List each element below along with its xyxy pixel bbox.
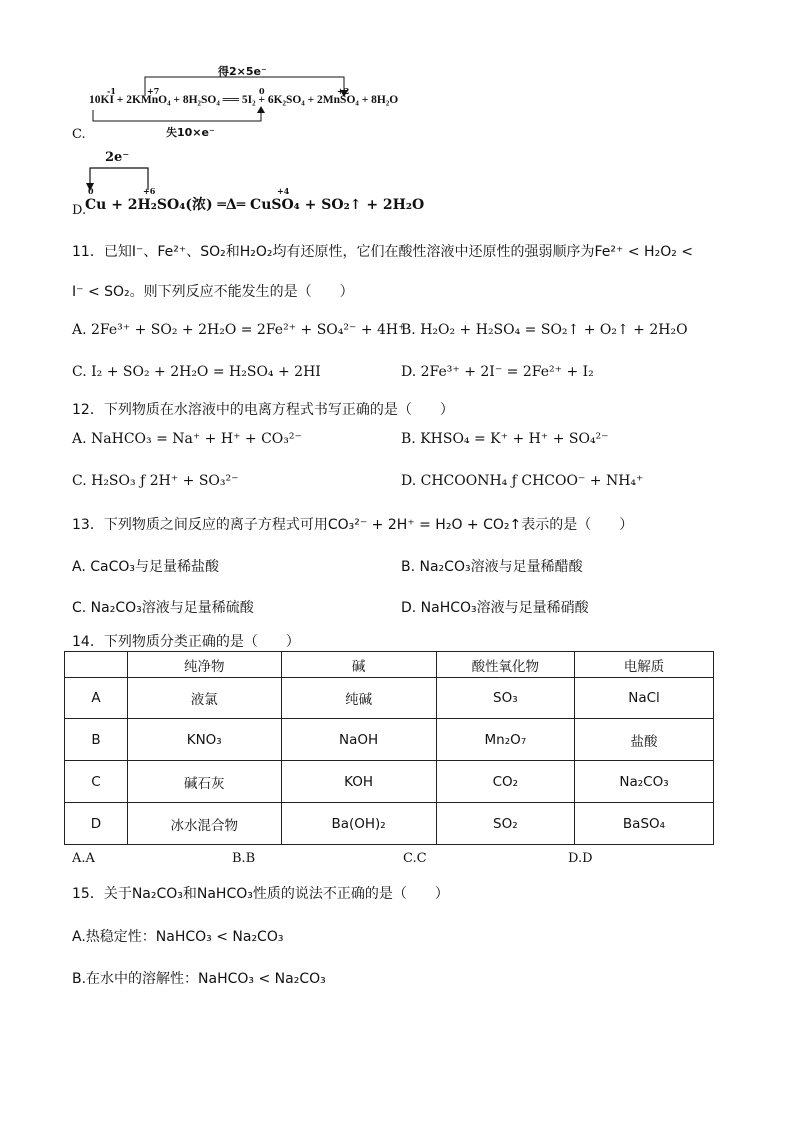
table-header-cell: 电解质 <box>575 652 714 678</box>
table-cell: NaCl <box>575 678 714 719</box>
table-cell: NaOH <box>281 719 436 761</box>
table-row <box>65 678 714 719</box>
q11-option-b[interactable]: B. H₂O₂ + H₂SO₄ = SO₂↑ + O₂↑ + 2H₂O <box>401 322 688 338</box>
ox-state-i-reactant: -1 <box>107 86 116 96</box>
table-cell: KNO₃ <box>127 719 281 761</box>
q14-stem: 14．下列物质分类正确的是（ ） <box>72 634 300 650</box>
option-d-letter: D. <box>72 203 87 218</box>
table-cell: SO₃ <box>436 678 574 719</box>
q11-stem-line1: 11．已知I⁻、Fe²⁺、SO₂和H₂O₂均有还原性，它们在酸性溶液中还原性的强弱顺序为Fe²⁺ < H₂O₂ < <box>72 244 694 260</box>
table-cell: Na₂CO₃ <box>575 761 714 803</box>
q11-stem-line2: I⁻ < SO₂。则下列反应不能发生的是（ ） <box>72 284 354 300</box>
q12-option-b[interactable]: B. KHSO₄ = K⁺ + H⁺ + SO₄²⁻ <box>401 431 609 447</box>
q15-option-b[interactable]: B.在水中的溶解性：NaHCO₃ < Na₂CO₃ <box>72 971 326 987</box>
table-header-cell: 纯净物 <box>127 652 281 678</box>
ox-state-i-product: 0 <box>259 86 265 96</box>
ox-state-mn-reactant: +7 <box>147 86 160 96</box>
q13-stem: 13．下列物质之间反应的离子方程式可用CO₃²⁻ + 2H⁺ = H₂O + CO₂↑表示的是（ ） <box>72 517 634 533</box>
ox-state-mn-product: +2 <box>337 86 350 96</box>
table-cell: 纯碱 <box>281 678 436 719</box>
table-cell: D <box>65 803 128 845</box>
q12-option-a[interactable]: A. NaHCO₃ = Na⁺ + H⁺ + CO₃²⁻ <box>72 431 302 447</box>
ox-state-s-reactant: +6 <box>143 186 156 196</box>
q15-option-a[interactable]: A.热稳定性：NaHCO₃ < Na₂CO₃ <box>72 929 284 945</box>
table-cell: CO₂ <box>436 761 574 803</box>
classification-table <box>64 651 714 845</box>
q14-option-b[interactable]: B.B <box>232 851 256 866</box>
q13-option-a[interactable]: A. CaCO₃与足量稀盐酸 <box>72 559 219 575</box>
ox-state-s-product: +4 <box>277 186 290 196</box>
q12-option-c[interactable]: C. H₂SO₃ ƒ 2H⁺ + SO₃²⁻ <box>72 473 239 489</box>
table-row <box>65 803 714 845</box>
table-header-row <box>65 652 714 678</box>
q13-option-c[interactable]: C. Na₂CO₃溶液与足量稀硫酸 <box>72 600 254 616</box>
table-cell: SO₂ <box>436 803 574 845</box>
table-cell: KOH <box>281 761 436 803</box>
lose-electrons-label: 失10×e⁻ <box>166 126 215 139</box>
q11-option-a[interactable]: A. 2Fe³⁺ + SO₂ + 2H₂O = 2Fe²⁺ + SO₄²⁻ + 4H⁺ <box>72 322 406 338</box>
electron-transfer-bridge-d <box>0 0 794 220</box>
table-cell: 液氯 <box>127 678 281 719</box>
table-cell: B <box>65 719 128 761</box>
q13-option-b[interactable]: B. Na₂CO₃溶液与足量稀醋酸 <box>401 559 583 575</box>
redox-equation-d: Cu + 2H₂SO₄(浓) ═Δ═ CuSO₄ + SO₂↑ + 2H₂O <box>85 197 425 213</box>
table-cell: Mn₂O₇ <box>436 719 574 761</box>
gain-electrons-label: 得2×5e⁻ <box>218 65 267 78</box>
transfer-2e-label: 2e⁻ <box>105 150 130 165</box>
table-cell: 盐酸 <box>575 719 714 761</box>
table-cell: 冰水混合物 <box>127 803 281 845</box>
q14-option-d[interactable]: D.D <box>568 851 593 866</box>
q15-stem: 15．关于Na₂CO₃和NaHCO₃性质的说法不正确的是（ ） <box>72 886 449 902</box>
q13-option-d[interactable]: D. NaHCO₃溶液与足量稀硝酸 <box>401 600 589 616</box>
q11-option-d[interactable]: D. 2Fe³⁺ + 2I⁻ = 2Fe²⁺ + I₂ <box>401 364 594 380</box>
table-row <box>65 761 714 803</box>
table-header-cell <box>65 652 128 678</box>
table-cell: C <box>65 761 128 803</box>
table-cell: BaSO₄ <box>575 803 714 845</box>
option-c-letter: C. <box>72 127 86 142</box>
table-row <box>65 719 714 761</box>
q14-option-c[interactable]: C.C <box>403 851 427 866</box>
q12-stem: 12．下列物质在水溶液中的电离方程式书写正确的是（ ） <box>72 402 454 418</box>
q14-option-a[interactable]: A.A <box>72 851 95 866</box>
table-header-cell: 酸性氧化物 <box>436 652 574 678</box>
table-cell: A <box>65 678 128 719</box>
ox-state-cu: 0 <box>88 186 94 196</box>
table-header-cell: 碱 <box>281 652 436 678</box>
redox-equation-c: 10KI + 2KMnO₄ + 8H₂SO₄ ══ 5I₂ + 6K₂SO₄ + 2MnSO₄ + 8H₂O <box>89 94 399 106</box>
q12-option-d[interactable]: D. CHCOONH₄ ƒ CHCOO⁻ + NH₄⁺ <box>401 473 644 489</box>
table-cell: 碱石灰 <box>127 761 281 803</box>
table-cell: Ba(OH)₂ <box>281 803 436 845</box>
q11-option-c[interactable]: C. I₂ + SO₂ + 2H₂O = H₂SO₄ + 2HI <box>72 364 321 380</box>
